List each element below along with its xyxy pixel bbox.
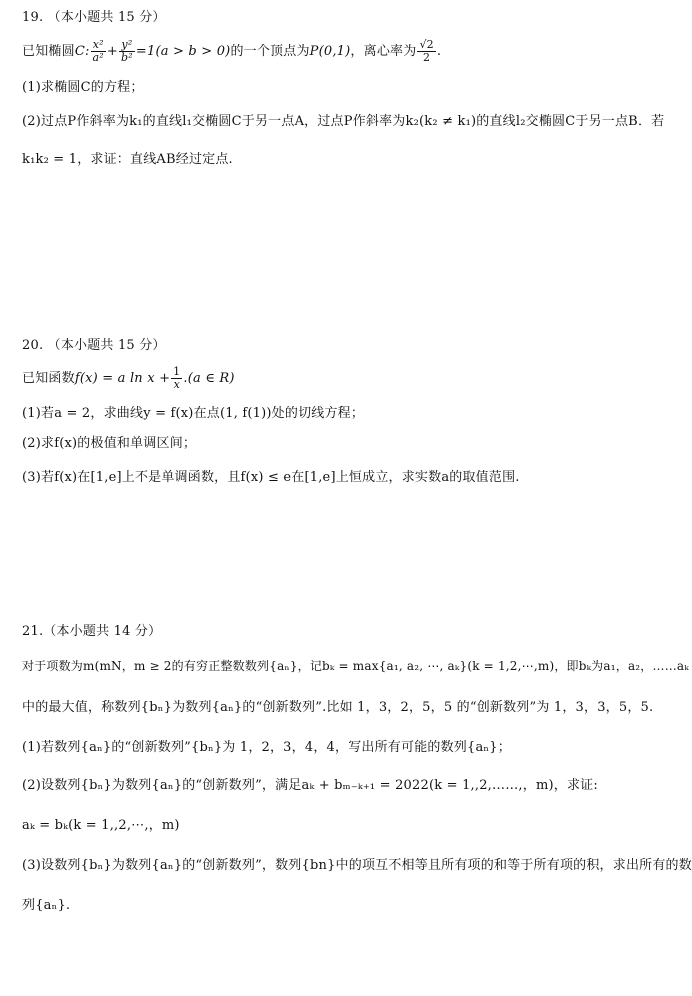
- sqrt-two: √2: [419, 38, 434, 51]
- q19-intro-text-c: ，离心率为: [350, 44, 417, 59]
- q19-header: [22, 8, 678, 28]
- x-squared: x²: [91, 39, 106, 52]
- q19-part2-line2: k₁k₂ = 1，求证：直线AB经过定点.: [22, 152, 233, 167]
- q21-part3-line1: (3)设数列{bₙ}为数列{aₙ}的“创新数列”，数列{bn}中的项互不相等且所有项的和等于所有项的积，求出所有的数: [22, 858, 692, 873]
- x-fraction: [91, 39, 106, 64]
- ellipse-condition: =1(a > b > 0): [135, 44, 231, 59]
- q20-part1: (1)若a = 2，求曲线y = f(x)在点(1, f(1))处的切线方程；: [22, 406, 365, 421]
- q20-header: [22, 336, 678, 356]
- q21-header: 21.（本小题共 14 分）: [22, 624, 162, 639]
- q20-part3: (3)若f(x)在[1,e]上不是单调函数，且f(x) ≤ e在[1,e]上恒成立，求实数a的取值范围.: [22, 470, 520, 485]
- q19-intro-text: 已知椭圆: [22, 44, 75, 59]
- q21-part2-line2: aₖ = bₖ(k = 1,,2,⋯,，m): [22, 818, 180, 833]
- parameter-domain: .(a ∈ R): [183, 371, 235, 386]
- b-squared: b²: [121, 51, 133, 64]
- q21-part1: (1)若数列{aₙ}的“创新数列”{bₙ}为 1，2，3，4，4，写出所有可能的数列{aₙ}；: [22, 740, 511, 755]
- ellipse-label: C:: [74, 44, 90, 59]
- y-fraction: [119, 39, 135, 64]
- denominator-x: x: [173, 378, 180, 391]
- q19-part1: (1)求椭圆C的方程；: [22, 80, 144, 95]
- q20-points: （本小题共 15 分）: [47, 338, 166, 353]
- q19-points: （本小题共 15 分）: [47, 10, 166, 25]
- plus-sign: +: [106, 44, 119, 59]
- q19-intro-text-b: 的一个顶点为: [230, 44, 310, 59]
- one-over-x-fraction: [171, 366, 182, 391]
- q21-line1: 对于项数为m(mN，m ≥ 2的有穷正整数数列{aₙ}，记bₖ = max{a₁, a₂, ⋯, aₖ}(k = 1,2,⋯,m)，即bₖ为a₁，a₂，……aₖ: [22, 659, 689, 673]
- q19-number: 19.: [22, 10, 44, 25]
- a-squared: a²: [92, 51, 104, 64]
- q20-intro: [22, 366, 678, 392]
- vertex-point: P(0,1): [309, 44, 351, 59]
- q20-part2: (2)求f(x)的极值和单调区间；: [22, 436, 197, 451]
- q20-number: 20.: [22, 338, 44, 353]
- q21-part3-line2: 列{aₙ}.: [22, 898, 71, 913]
- q20-intro-text: 已知函数: [22, 371, 75, 386]
- q19-intro: [22, 38, 678, 66]
- q21-part2-line1: (2)设数列{bₙ}为数列{aₙ}的“创新数列”，满足aₖ + bₘ₋ₖ₊₁ = 2022(k = 1,,2,……,，m)，求证:: [22, 778, 598, 793]
- numerator-one: 1: [173, 365, 181, 378]
- q19-intro-end: .: [436, 44, 442, 59]
- y-squared: y²: [119, 39, 135, 52]
- function-def: f(x) = a ln x +: [74, 371, 171, 386]
- q21-line2: 中的最大值，称数列{bₙ}为数列{aₙ}的“创新数列”.比如 1，3，2，5，5 的“创新数列”为 1，3，3，5，5.: [22, 700, 654, 715]
- two: 2: [423, 51, 431, 64]
- eccentricity-fraction: [417, 39, 435, 64]
- q19-part2-line1: (2)过点P作斜率为k₁的直线l₁交椭圆C于另一点A，过点P作斜率为k₂(k₂ ≠ k₁)的直线l₂交椭圆C于另一点B．若: [22, 114, 665, 129]
